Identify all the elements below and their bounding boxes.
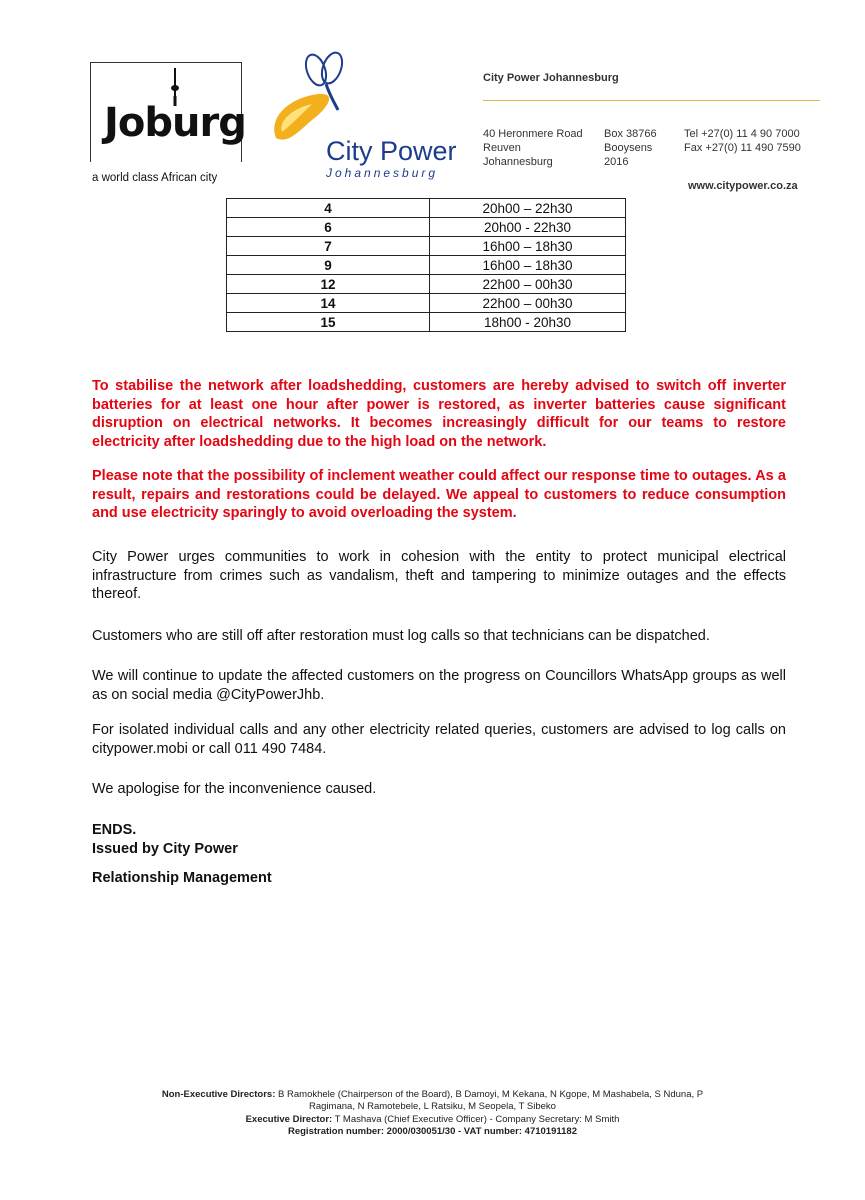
street: 40 Heronmere Road	[483, 128, 583, 140]
joburg-tagline: a world class African city	[92, 172, 218, 184]
ends-marker: ENDS.	[92, 822, 137, 838]
department-name: Relationship Management	[92, 870, 272, 886]
cohesion-paragraph: City Power urges communities to work in cohesion with the entity to protect municipal electrical infrastructure from crimes such as vandalism, theft and tampering to minimize outages and the effects thereof.	[92, 549, 786, 602]
footer-executive	[0, 1114, 865, 1126]
city-power-logo-subtext: Johannesburg	[326, 166, 439, 180]
po-suburb: Booysens	[604, 142, 653, 154]
table-row	[227, 256, 626, 275]
time-cell: 20h00 - 22h30	[430, 218, 626, 237]
time-cell: 16h00 – 18h30	[430, 256, 626, 275]
suburb: Reuven	[483, 142, 521, 154]
block-cell: 14	[227, 294, 430, 313]
footer-registration: Registration number: 2000/030051/30 - VAT number: 4710191182	[287, 1126, 577, 1137]
time-cell: 20h00 – 22h30	[430, 199, 626, 218]
block-cell: 7	[227, 237, 430, 256]
time-cell: 16h00 – 18h30	[430, 237, 626, 256]
joburg-logo-text: Joburg	[104, 100, 246, 146]
weather-warning-paragraph: Please note that the possibility of inclement weather could affect our response time to outages. As a result, repairs and restorations could be delayed. We appeal to customers to reduce consumption and use electricity sparingly to avoid overloading the system.	[92, 468, 786, 521]
log-calls-paragraph: Customers who are still off after restoration must log calls so that technicians can be dispatched.	[92, 628, 710, 644]
time-cell: 22h00 – 00h30	[430, 275, 626, 294]
city: Johannesburg	[483, 156, 553, 168]
city-power-logo-text: City Power	[326, 136, 457, 166]
street-address	[483, 127, 583, 169]
table-row	[227, 237, 626, 256]
queries-paragraph: For isolated individual calls and any other electricity related queries, customers are advised to log calls on citypower.mobi or call 011 490 7484.	[92, 722, 786, 757]
fax: Fax +27(0) 11 490 7590	[684, 142, 801, 154]
loadshedding-schedule-table	[226, 198, 626, 332]
block-cell: 15	[227, 313, 430, 332]
footer-directors-line2: Ragimana, N Ramotebele, L Ratsiku, M Seopela, T Sibeko	[309, 1101, 556, 1112]
exec-value: T Mashava (Chief Executive Officer) - Company Secretary: M Smith	[334, 1114, 620, 1125]
block-cell: 9	[227, 256, 430, 275]
postal-address	[604, 127, 657, 169]
table-row	[227, 294, 626, 313]
updates-paragraph: We will continue to update the affected customers on the progress on Councillors WhatsApp groups as well as on social media @CityPowerJhb.	[92, 668, 786, 703]
org-name: City Power Johannesburg	[483, 72, 619, 84]
phone-numbers	[684, 127, 801, 155]
table-row	[227, 275, 626, 294]
po-box: Box 38766	[604, 128, 657, 140]
block-cell: 6	[227, 218, 430, 237]
time-cell: 22h00 – 00h30	[430, 294, 626, 313]
postal-code: 2016	[604, 156, 629, 168]
block-cell: 4	[227, 199, 430, 218]
telephone: Tel +27(0) 11 4 90 7000	[684, 128, 800, 140]
apology-paragraph: We apologise for the inconvenience caused.	[92, 781, 377, 797]
directors-list: B Ramokhele (Chairperson of the Board), B Damoyi, M Kekana, N Kgope, M Mashabela, S Nduna, P	[278, 1089, 704, 1100]
footer-directors-line1	[0, 1089, 865, 1101]
directors-label: Non-Executive Directors:	[161, 1089, 276, 1100]
exec-label: Executive Director:	[245, 1114, 333, 1125]
issued-by: Issued by City Power	[92, 841, 238, 857]
time-cell: 18h00 - 20h30	[430, 313, 626, 332]
table-row	[227, 218, 626, 237]
block-cell: 12	[227, 275, 430, 294]
inverter-warning-paragraph: To stabilise the network after loadshedding, customers are hereby advised to switch off inverter batteries for at least one hour after power is restored, as inverter batteries cause significant disruption on electrical networks. It becomes increasingly difficult for our teams to restore electricity after loadshedding due to the high load on the network.	[92, 378, 786, 450]
header-divider	[483, 100, 820, 101]
table-row	[227, 199, 626, 218]
table-row	[227, 313, 626, 332]
website-link[interactable]: www.citypower.co.za	[688, 180, 798, 192]
city-power-logo-icon	[268, 48, 388, 148]
